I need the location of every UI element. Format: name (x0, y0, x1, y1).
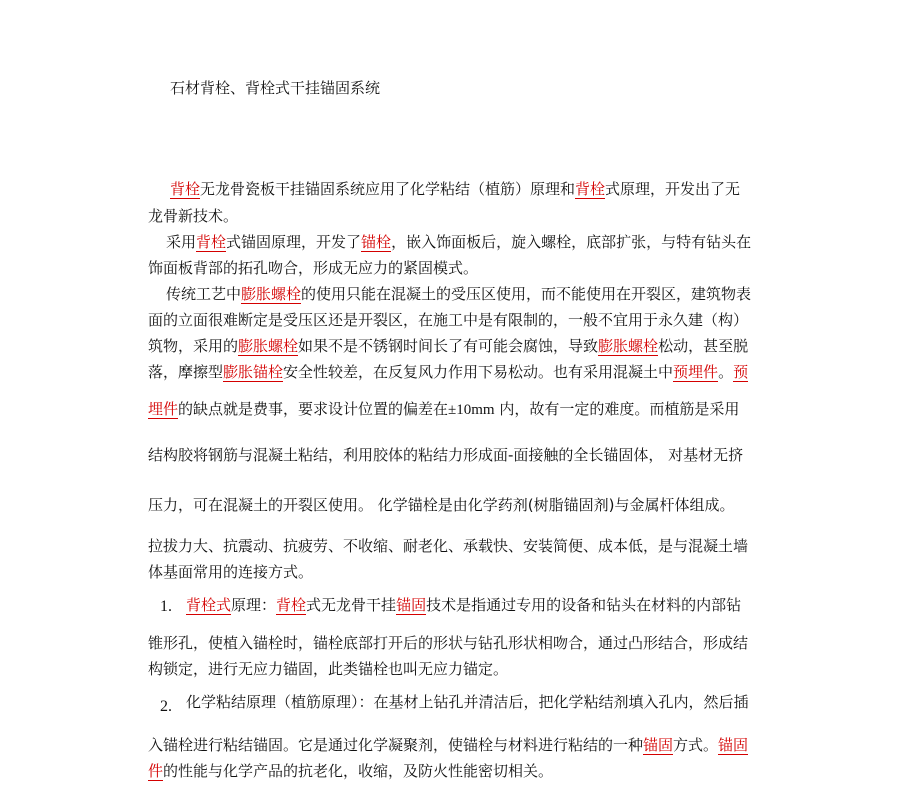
paragraph-3-line-8: 拉拔力大、抗震动、抗疲劳、不收缩、耐老化、承载快、安装简便、成本低，是与混凝土墙 (148, 537, 749, 555)
list-number-1: 1. (160, 598, 172, 615)
list-number-2: 2. (160, 698, 172, 715)
keyword-link[interactable]: 预 (733, 363, 749, 381)
paragraph-3-line-2: 面的立面很难断定是受压区还是开裂区，在施工中是有限制的，一般不宜用于永久建（构） (148, 311, 749, 329)
document-title: 石材背栓、背栓式干挂锚固系统 (170, 79, 381, 97)
keyword-link[interactable]: 膨胀螺栓 (241, 285, 302, 303)
list-item-1-line-3: 构锁定，进行无应力锚固，此类锚栓也叫无应力锚定。 (148, 660, 509, 678)
keyword-link[interactable]: 背栓式 (186, 596, 232, 614)
keyword-link[interactable]: 背栓 (170, 180, 201, 198)
keyword-link[interactable]: 背栓 (575, 180, 606, 198)
list-item-1-line-1: 背栓式原理：背栓式无龙骨干挂锚固技术是指通过专用的设备和钻头在材料的内部钻 (186, 596, 742, 614)
paragraph-3-line-5: 埋件的缺点就是费事，要求设计位置的偏差在±10mm 内，故有一定的难度。而植筋是采用 (148, 400, 740, 418)
keyword-link[interactable]: 膨胀螺栓 (598, 337, 659, 355)
keyword-link[interactable]: 背栓 (196, 233, 227, 251)
keyword-link[interactable]: 锚栓 (361, 233, 392, 251)
list-item-2-line-3: 件的性能与化学产品的抗老化，收缩，及防火性能密切相关。 (148, 762, 554, 780)
keyword-link[interactable]: 锚固 (718, 736, 749, 754)
keyword-link[interactable]: 膨胀螺栓 (238, 337, 299, 355)
paragraph-3-line-9: 体基面常用的连接方式。 (148, 563, 314, 581)
keyword-link[interactable]: 预埋件 (673, 363, 719, 381)
keyword-link[interactable]: 件 (148, 762, 164, 780)
paragraph-1-line-1: 背栓无龙骨瓷板干挂锚固系统应用了化学粘结（植筋）原理和背栓式原理，开发出了无 (170, 180, 741, 198)
paragraph-3-line-3: 筑物，采用的膨胀螺栓如果不是不锈钢时间长了有可能会腐蚀，导致膨胀螺栓松动，甚至脱 (148, 337, 749, 355)
paragraph-3-line-6: 结构胶将钢筋与混凝土粘结，利用胶体的粘结力形成面-面接触的全长锚固体， 对基材无挤 (148, 446, 744, 464)
paragraph-2-line-1: 采用背栓式锚固原理，开发了锚栓，嵌入饰面板后，旋入螺栓，底部扩张，与特有钻头在 (166, 233, 752, 251)
paragraph-1-line-2: 龙骨新技术。 (148, 207, 239, 225)
paragraph-3-line-7: 压力，可在混凝土的开裂区使用。 化学锚栓是由化学药剂(树脂锚固剂)与金属杆体组成。 (148, 496, 735, 514)
list-item-1-line-2: 锥形孔，使植入锚栓时，锚栓底部打开后的形状与钻孔形状相吻合，通过凸形结合，形成结 (148, 634, 749, 652)
paragraph-3-line-1: 传统工艺中膨胀螺栓的使用只能在混凝土的受压区使用，而不能使用在开裂区，建筑物表 (166, 285, 752, 303)
keyword-link[interactable]: 埋件 (148, 400, 179, 418)
list-item-2-line-1: 化学粘结原理（植筋原理）：在基材上钻孔并清洁后，把化学粘结剂填入孔内，然后插 (186, 693, 749, 711)
keyword-link[interactable]: 锚固 (643, 736, 674, 754)
paragraph-3-line-4: 落，摩擦型膨胀锚栓安全性较差，在反复风力作用下易松动。也有采用混凝土中预埋件。预 (148, 363, 749, 381)
keyword-link[interactable]: 背栓 (276, 596, 307, 614)
paragraph-2-line-2: 饰面板背部的拓孔吻合，形成无应力的紧固模式。 (148, 259, 479, 277)
list-item-2-line-2: 入锚栓进行粘结锚固。它是通过化学凝聚剂，使锚栓与材料进行粘结的一种锚固方式。锚固 (148, 736, 749, 754)
keyword-link[interactable]: 膨胀锚栓 (223, 363, 284, 381)
keyword-link[interactable]: 锚固 (396, 596, 427, 614)
